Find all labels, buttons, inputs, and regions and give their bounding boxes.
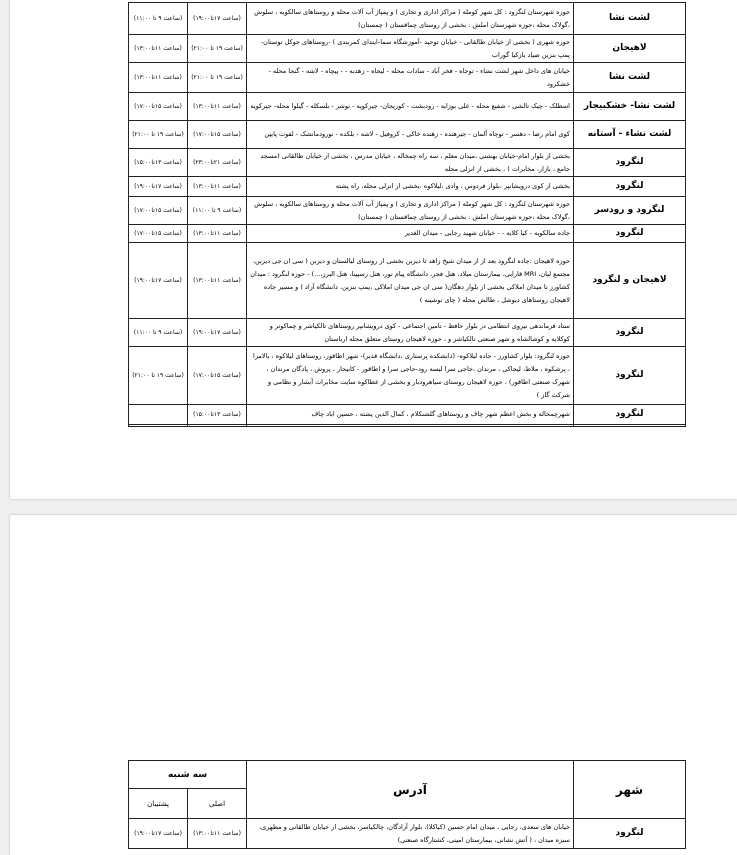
primary-time-cell: (ساعت ۱۹ تا ۲۱:۰۰)	[188, 63, 247, 93]
table-row	[129, 197, 686, 225]
city-cell: لشت نشا	[574, 63, 686, 93]
table-row	[129, 121, 686, 149]
backup-time-cell: (ساعت ۱۷تا۱۹:۰۰)	[129, 177, 188, 197]
backup-time-cell: (ساعت ۱۱تا۱۳:۰۰)	[129, 63, 188, 93]
primary-time-cell: (ساعت ۱۱تا۱۳:۰۰)	[188, 243, 247, 319]
backup-time-cell: (ساعت ۱۹ تا ۲۱:۰۰)	[129, 347, 188, 405]
address-cell: خیابان های داخل شهر لشت نشاء - توجاه - فخر آباد - سادات محله - لیجاه - زهدنه - - پیچاه - لاشه - گنجا محله - خشکرود	[247, 63, 574, 93]
table-end-cell	[247, 425, 574, 427]
city-cell: لنگرود و رودسر	[574, 197, 686, 225]
primary-time-cell: (ساعت ۱۵تا۱۷:۰۰)	[188, 347, 247, 405]
table-row	[129, 405, 686, 425]
header-address: آدرس	[247, 761, 574, 819]
backup-time-cell: (ساعت ۱۱تا۱۳:۰۰)	[129, 35, 188, 63]
city-cell: لاهیجان	[574, 35, 686, 63]
primary-time-cell: (ساعت ۲۱تا۲۳:۰۰)	[188, 149, 247, 177]
schedule-table	[128, 2, 686, 427]
header-primary: اصلی	[188, 789, 247, 819]
address-cell: بخشی از کوی درویشانپر ،بلوار فردوس ، وادی ،لیلاکوه ،بخشی از انزلی محله، راه پشته	[247, 177, 574, 197]
address-cell: شهرچمخاله و بخش اعظم شهر چاف و روستاهای گلشنکلام ، کمال الدین پشته ، حسین اباد چاف	[247, 405, 574, 425]
table-row	[129, 225, 686, 243]
backup-time-cell: (ساعت ۱۵تا۱۷:۰۰)	[129, 225, 188, 243]
backup-time-cell: (ساعت ۱۵تا۱۷:۰۰)	[129, 197, 188, 225]
table-row	[129, 93, 686, 121]
address-cell: جاده سالکویه - کیا کلایه - - خیابان شهید رجایی - میدان الغدیر	[247, 225, 574, 243]
address-cell: حوزه شهرستان لنگرود : کل شهر کومله ( مراکز اداری و تجاری ) و پمپاژ آب آلات محله و روستاهای سالکویه ، سلوش ،گولاک محله ،حوزه شهرستان املش : بخشی از روستای چماقستان ( چمستان)	[247, 3, 574, 35]
address-cell: حوزه شهرستان لنگرود : کل شهر کومله ( مراکز اداری و تجاری ) و پمپاژ آب آلات محله و روستاهای سالکویه ، سلوش ،گولاک محله ،حوزه شهرستان املش : بخشی از روستای چماقستان ( چمستان)	[247, 197, 574, 225]
backup-time-cell: (ساعت ۱۷تا۱۹:۰۰)	[129, 243, 188, 319]
backup-time-cell: (ساعت ۱۳تا۱۵:۰۰)	[129, 149, 188, 177]
table-row	[129, 3, 686, 35]
header-day: سه شنبه	[129, 761, 247, 789]
primary-time-cell: (ساعت ۱۵تا۱۷:۰۰)	[188, 121, 247, 149]
backup-time-cell: (ساعت ۱۹ تا ۲۱:۰۰)	[129, 121, 188, 149]
table-row	[129, 35, 686, 63]
backup-time-cell	[129, 405, 188, 425]
primary-time-cell: (ساعت ۱۳تا۱۵:۰۰)	[188, 405, 247, 425]
tuesday-schedule-table	[128, 760, 686, 849]
city-cell: لنگرود	[574, 819, 686, 849]
city-cell: لشت نشا	[574, 3, 686, 35]
table-row	[129, 149, 686, 177]
city-cell: لنگرود	[574, 347, 686, 405]
table-row	[129, 63, 686, 93]
primary-time-cell: (ساعت ۱۱تا۱۳:۰۰)	[188, 93, 247, 121]
primary-time-cell: (ساعت ۱۹ تا ۲۱:۰۰)	[188, 35, 247, 63]
header-row	[129, 761, 686, 789]
city-cell: لاهیجان و لنگرود	[574, 243, 686, 319]
city-cell: لشت نشاء - آستانه	[574, 121, 686, 149]
city-cell: لنگرود	[574, 177, 686, 197]
primary-time-cell: (ساعت ۱۱تا۱۳:۰۰)	[188, 819, 247, 849]
city-cell: لنگرود	[574, 319, 686, 347]
primary-time-cell: (ساعت ۱۷تا۱۹:۰۰)	[188, 3, 247, 35]
address-cell: کوی امام رضا - دهسر - توچاه آلمان - جیرهنده - زهنده خاکی - کروفیل - لاشه - بلکده - نورودمانشک - لفوت پایین	[247, 121, 574, 149]
document-page-2	[10, 515, 737, 855]
table-end-cell	[188, 425, 247, 427]
table-row	[129, 319, 686, 347]
backup-time-cell: (ساعت ۹ تا ۱۱:۰۰)	[129, 319, 188, 347]
primary-time-cell: (ساعت ۱۱تا۱۳:۰۰)	[188, 225, 247, 243]
city-cell: لنگرود	[574, 149, 686, 177]
primary-time-cell: (ساعت ۱۷تا۱۹:۰۰)	[188, 319, 247, 347]
address-cell: بخشی از بلوار امام-خیابان بهشتی ،میدان معلم ، سه راه چمخاله ، خیابان مدرس ، بخشی از خیابان طالقانی (مسجد جامع ، بازار، مخابرات ) ، بخشی از انزلی محله	[247, 149, 574, 177]
table-row	[129, 177, 686, 197]
table-end-cell	[129, 425, 188, 427]
table-row	[129, 819, 686, 849]
backup-time-cell: (ساعت ۱۷تا۱۹:۰۰)	[129, 819, 188, 849]
table-row	[129, 347, 686, 405]
city-cell: لنگرود	[574, 225, 686, 243]
address-cell: اسطلک - چیک تالشی - شفیع محله - علی بوزایه - رودبشت - کوریجان- جیرکویه - نوشر - بلسکله - گیلوا محله- جیرکویه	[247, 93, 574, 121]
primary-time-cell: (ساعت ۹ تا ۱۱:۰۰)	[188, 197, 247, 225]
address-cell: حوزه لنگرود: بلوار کشاورز - جاده لیلاکوه- (دانشکده پرستاری ،دانشگاه قدیر)- شهر اطاقور، روستاهای لیلاکوه ، بالامرا ، پرشکوه ، ملاط، لیجاکی ، مرندان ،حاجی سرا لیسه رود-حاجی سرا و اطاقور - کابیجار ، پروش ، پادگان مرندان ، شهرک صنعتی اطاقور) ، حوزه لاهیجان روستای سیاهرودبار و بخشی از عطاکوه سایت مخابرات آبشار و نظامی و شرکت گاز )	[247, 347, 574, 405]
address-cell: حوزه لاهیجان :جاده لنگرود بعد از از میدان شیخ زاهد تا دیزبن بخشی از روستای لیالستان و دیزبن ( سی ان جی دیزبن، مجتمع لیان، MRI قارابی، بیمارستان میلاد، هتل فجر، دانشگاه پیام نور، هتل رسپینا، هتل البرز،...) - حوزه لنگرود : میدان کشاورز تا میدان املاکی بخشی از بلوار دهگان( سی ان جی میدان املاکی ،پمپ بنزین، دانشگاه آزاد ) و مسیر جاده لاهیجان روستاهای دیوشل ، طالش محله ( چای نوشینه )	[247, 243, 574, 319]
address-cell: ستاد فرماندهی نیروی انتظامی در بلوار حافظ - تامین اجتماعی - کوی درویشانپر روستاهای تالکیاشر و چماکوتر و کوکلایه و کوشالشاه و شهر صنعتی تالکیاشر و ، حوزه لاهیجان روستای متعلق محله ارباستان	[247, 319, 574, 347]
table-row-end	[129, 425, 686, 427]
address-cell: حوزه شهری ( بخشی از خیابان طالقانی - خیابان توحید -آموزشگاه سما-ابتدای کمربندی ) -روستاهای جوکل توستان- پمپ بنزین صیاد بازکیا گوراب	[247, 35, 574, 63]
backup-time-cell: (ساعت ۹ تا ۱۱:۰۰)	[129, 3, 188, 35]
city-cell: لشت نشا- خشکبیجار	[574, 93, 686, 121]
document-page-1	[10, 0, 737, 499]
header-backup: پشتیبان	[129, 789, 188, 819]
table-row	[129, 243, 686, 319]
table-end-cell	[574, 425, 686, 427]
city-cell: لنگرود	[574, 405, 686, 425]
address-cell: خیابان های سعدی، رجایی ، میدان امام حسین (کیاکلا)، بلوار آزادگان، چالکیاسر، بخشی از خیابان طالقانی و مطهری، سبزه میدان ، ( آتش نشانی، بیمارستان امینی، کشتارگاه صنعتی)	[247, 819, 574, 849]
header-city: شهر	[574, 761, 686, 819]
backup-time-cell: (ساعت ۱۵تا۱۷:۰۰)	[129, 93, 188, 121]
primary-time-cell: (ساعت ۱۱تا۱۳:۰۰)	[188, 177, 247, 197]
